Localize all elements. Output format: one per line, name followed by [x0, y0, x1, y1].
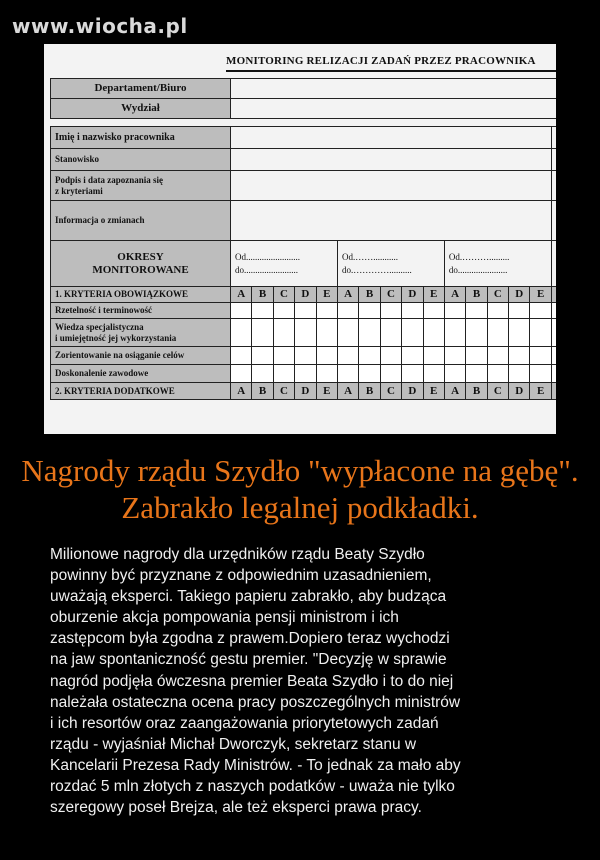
period-extra: [551, 241, 556, 287]
department-label: Departament/Biuro: [51, 79, 231, 99]
section1-period1-grade-c: C: [273, 287, 294, 303]
criterion-3-cell: [530, 347, 551, 365]
signature-value: [231, 171, 552, 201]
criterion-4-extra: [551, 365, 556, 383]
criterion-2-cell: [252, 319, 273, 347]
criterion-3-cell: [402, 347, 423, 365]
criterion-3-cell: [466, 347, 487, 365]
section2-period3-grade-a: A: [444, 383, 465, 400]
section2-period2-grade-c: C: [380, 383, 401, 400]
criterion-2-cell: [530, 319, 551, 347]
form-image: [44, 44, 556, 434]
period-1-to: do........................: [235, 264, 298, 275]
employee-name-label: Imię i nazwisko pracownika: [51, 127, 231, 149]
article-text: Milionowe nagrody dla urzędników rządu Beaty Szydło powinny być przyznane z odpowiednim uzasadnieniem, uważają eksperci. Takiego papieru zabrakło, aby budząca oburzenie akcja pompowania pensji ministrom i ich zastępcom była zgodna z prawem.Dopiero teraz wychodzi na jaw spontaniczność gestu premier. "Decyzję w sprawie nagród podjęła ówczesna premier Beata Szydło i to do niej należała ostateczna ocena pracy poszczególnych ministrów i ich resortów oraz zaangażowania priorytetowych zadań rządu - wyjaśniał Michał Dworczyk, sekretarz stanu w Kancelarii Prezesa Rady Ministrów. - To jednak za mało aby rozdać 5 mln złotych z naszych podatków - uważa nie tylko szeregowy poseł Brejza, ale też eksperci prawa pracy.: [50, 546, 461, 817]
criterion-4-cell: [231, 365, 252, 383]
criterion-2-line2: i umiejętność jej wykorzystania: [55, 332, 177, 343]
criterion-4-cell: [380, 365, 401, 383]
criterion-1-cell: [509, 303, 530, 319]
changes-label: Informacja o zmianach: [51, 201, 231, 241]
criterion-3-cell: [509, 347, 530, 365]
spacer: [51, 119, 557, 127]
period-2-to: do.…………..........: [341, 264, 412, 275]
section1-period3-grade-a: A: [444, 287, 465, 303]
section1-period3-grade-e: E: [530, 287, 551, 303]
section1-period2-grade-e: E: [423, 287, 444, 303]
criterion-4: Doskonalenie zawodowe: [51, 365, 231, 383]
section1-period2-grade-c: C: [380, 287, 401, 303]
periods-label-line1: OKRESY: [117, 250, 164, 263]
criterion-1-cell: [444, 303, 465, 319]
criterion-2-extra: [551, 319, 556, 347]
criterion-4-cell: [295, 365, 316, 383]
section1-extra: [551, 287, 556, 303]
criterion-3-cell: [252, 347, 273, 365]
criterion-2-cell: [487, 319, 508, 347]
periods-label: [51, 241, 231, 287]
period-1: [231, 241, 338, 287]
section2-period3-grade-e: E: [530, 383, 551, 400]
section2-period1-grade-c: C: [273, 383, 294, 400]
section1-period1-grade-b: B: [252, 287, 273, 303]
section2-period2-grade-b: B: [359, 383, 380, 400]
monitoring-form-table: [50, 78, 556, 400]
criterion-4-cell: [316, 365, 337, 383]
title-rule: [226, 70, 556, 72]
division-value: [231, 99, 557, 119]
section1-period2-grade-b: B: [359, 287, 380, 303]
criterion-1-cell: [337, 303, 358, 319]
employee-name-value: [231, 127, 552, 149]
changes-value: [231, 201, 552, 241]
criterion-3-cell: [231, 347, 252, 365]
headline: Nagrody rządu Szydło "wypłacone na gębę". Zabrakło legalnej podkładki.: [21, 453, 579, 525]
division-label: Wydział: [51, 99, 231, 119]
criterion-4-cell: [273, 365, 294, 383]
period-3-from: Od.……….........: [448, 251, 510, 262]
criterion-3-cell: [487, 347, 508, 365]
section2-period2-grade-e: E: [423, 383, 444, 400]
section2-period1-grade-b: B: [252, 383, 273, 400]
section1-period3-grade-c: C: [487, 287, 508, 303]
signature-extra: [551, 171, 556, 201]
criterion-2-line1: Wiedza specjalistyczna: [55, 321, 144, 332]
criterion-1-cell: [402, 303, 423, 319]
position-extra: [551, 149, 556, 171]
criterion-2-cell: [295, 319, 316, 347]
criterion-2-cell: [359, 319, 380, 347]
period-3-to: do......................: [448, 264, 508, 275]
criterion-2-cell: [337, 319, 358, 347]
position-label: Stanowisko: [51, 149, 231, 171]
signature-label-line2: z kryteriami: [55, 185, 103, 196]
position-value: [231, 149, 552, 171]
criterion-4-cell: [530, 365, 551, 383]
periods-label-line2: MONITOROWANE: [92, 263, 189, 276]
criterion-2-cell: [444, 319, 465, 347]
criterion-1-cell: [252, 303, 273, 319]
period-1-from: Od........................: [235, 251, 300, 262]
period-2-from: Od.……...........: [341, 251, 398, 262]
criterion-3-cell: [380, 347, 401, 365]
criterion-4-cell: [359, 365, 380, 383]
criterion-2-cell: [402, 319, 423, 347]
criterion-3-extra: [551, 347, 556, 365]
criterion-4-cell: [337, 365, 358, 383]
section2-period2-grade-d: D: [402, 383, 423, 400]
criterion-4-cell: [444, 365, 465, 383]
department-value: [231, 79, 557, 99]
criterion-3-cell: [273, 347, 294, 365]
criterion-2-cell: [466, 319, 487, 347]
criterion-1-cell: [231, 303, 252, 319]
criterion-2-cell: [509, 319, 530, 347]
section2-period1-grade-d: D: [295, 383, 316, 400]
criterion-1-cell: [530, 303, 551, 319]
criterion-1: Rzetelność i terminowość: [51, 303, 231, 319]
section1-period2-grade-d: D: [402, 287, 423, 303]
criterion-4-cell: [252, 365, 273, 383]
criterion-3-cell: [423, 347, 444, 365]
criterion-3-cell: [337, 347, 358, 365]
section1-period1-grade-a: A: [231, 287, 252, 303]
criterion-2-cell: [316, 319, 337, 347]
section1-period2-grade-a: A: [337, 287, 358, 303]
signature-label-line1: Podpis i data zapoznania się: [55, 174, 164, 185]
form-title: MONITORING RELIZACJI ZADAŃ PRZEZ PRACOWNIKA: [226, 55, 536, 67]
criterion-2: [51, 319, 231, 347]
section1-label: 1. KRYTERIA OBOWIĄZKOWE: [51, 287, 231, 303]
signature-label: [51, 171, 231, 201]
section2-period1-grade-a: A: [231, 383, 252, 400]
criterion-3: Zorientowanie na osiąganie celów: [51, 347, 231, 365]
section2-period2-grade-a: A: [337, 383, 358, 400]
section2-period3-grade-c: C: [487, 383, 508, 400]
criterion-1-cell: [487, 303, 508, 319]
criterion-3-cell: [295, 347, 316, 365]
changes-extra: [551, 201, 556, 241]
criterion-3-cell: [316, 347, 337, 365]
section1-period3-grade-d: D: [509, 287, 530, 303]
criterion-1-cell: [380, 303, 401, 319]
criterion-4-cell: [423, 365, 444, 383]
criterion-3-cell: [359, 347, 380, 365]
criterion-1-cell: [423, 303, 444, 319]
section2-period3-grade-d: D: [509, 383, 530, 400]
criterion-2-cell: [380, 319, 401, 347]
criterion-1-cell: [295, 303, 316, 319]
criterion-2-cell: [231, 319, 252, 347]
criterion-3-cell: [444, 347, 465, 365]
section1-period1-grade-e: E: [316, 287, 337, 303]
section1-period1-grade-d: D: [295, 287, 316, 303]
criterion-4-cell: [402, 365, 423, 383]
criterion-2-cell: [423, 319, 444, 347]
criterion-1-cell: [316, 303, 337, 319]
criterion-4-cell: [509, 365, 530, 383]
criterion-1-extra: [551, 303, 556, 319]
section2-label: 2. KRYTERIA DODATKOWE: [51, 383, 231, 400]
criterion-1-cell: [273, 303, 294, 319]
criterion-4-cell: [487, 365, 508, 383]
section2-extra: [551, 383, 556, 400]
employee-extra: [551, 127, 556, 149]
criterion-2-cell: [273, 319, 294, 347]
criterion-1-cell: [466, 303, 487, 319]
section1-period3-grade-b: B: [466, 287, 487, 303]
section2-period1-grade-e: E: [316, 383, 337, 400]
criterion-4-cell: [466, 365, 487, 383]
period-3: [444, 241, 551, 287]
watermark: www.wiocha.pl: [12, 14, 188, 38]
criterion-1-cell: [359, 303, 380, 319]
period-2: [337, 241, 444, 287]
section2-period3-grade-b: B: [466, 383, 487, 400]
